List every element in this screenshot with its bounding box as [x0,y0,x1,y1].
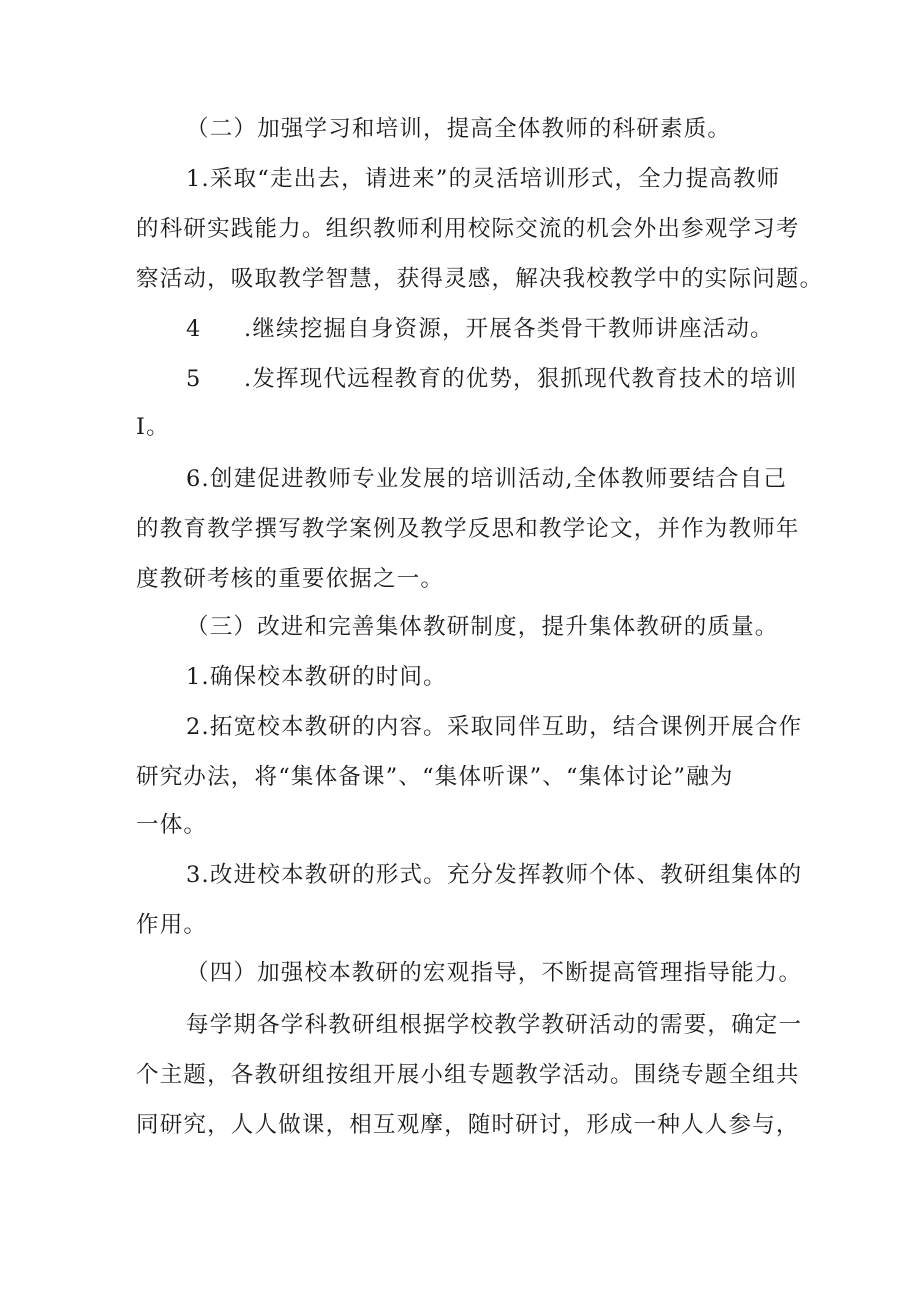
paragraph-line: 个主题，各教研组按组开展小组专题教学活动。围绕专题全组共 [136,1062,800,1088]
paragraph-line: .发挥现代远程教育的优势，狠抓现代教育技术的培训 [244,366,798,392]
paragraph-line: I。 [136,414,170,440]
section-heading-3: （三）改进和完善集体教研制度，提升集体教研的质量。 [186,614,779,640]
paragraph-line: 1.确保校本教研的时间。 [186,664,447,690]
paragraph-line: 的科研实践能力。组织教师利用校际交流的机会外出参观学习考 [136,216,800,242]
item-number: 4 [186,316,202,342]
paragraph-line: 研究办法，将“集体备课”、“集体听课”、“集体讨论”融为 [136,764,734,790]
section-heading-4: （四）加强校本教研的宏观指导，不断提高管理指导能力。 [186,960,803,986]
paragraph-line: 一体。 [136,812,208,838]
paragraph-line: 2.拓宽校本教研的内容。采取同伴互助，结合课例开展合作 [186,714,803,740]
paragraph-line: .继续挖掘自身资源，开展各类骨干教师讲座活动。 [244,316,774,342]
section-heading-2: （二）加强学习和培训，提高全体教师的科研素质。 [186,116,732,142]
paragraph-line: 同研究，人人做课，相互观摩，随时研讨，形成一种人人参与， [136,1112,800,1138]
paragraph-line: 1.采取“走出去，请进来”的灵活培训形式，全力提高教师 [186,166,781,192]
paragraph-line: 3.改进校本教研的形式。充分发挥教师个体、教研组集体的 [186,862,803,888]
paragraph-line: 作用。 [136,912,208,938]
item-number: 5 [186,366,202,392]
paragraph-line: 6.创建促进教师专业发展的培训活动,全体教师要结合自己 [186,466,788,492]
paragraph-line: 每学期各学科教研组根据学校教学教研活动的需要，确定一 [186,1012,803,1038]
paragraph-line: 察活动，吸取教学智慧，获得灵感，解决我校教学中的实际问题。 [136,266,824,292]
paragraph-line: 的教育教学撰写教学案例及教学反思和教学论文，并作为教师年 [136,516,800,542]
paragraph-line: 度教研考核的重要依据之一。 [136,566,445,592]
